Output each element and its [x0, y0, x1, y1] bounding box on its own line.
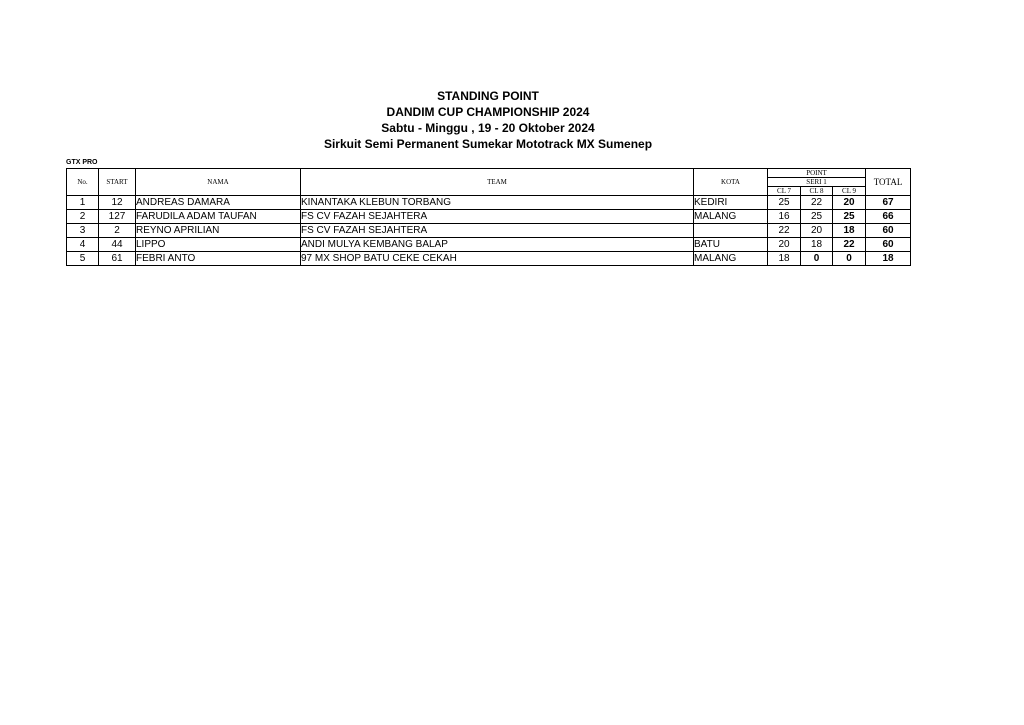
cell-start: 61 [99, 252, 136, 266]
cell-kota [694, 224, 768, 238]
header-kota: KOTA [694, 169, 768, 196]
cell-no: 2 [67, 210, 99, 224]
header-seri: SERI 1 [768, 178, 866, 187]
cell-cl8: 18 [801, 238, 833, 252]
header-total: TOTAL [866, 169, 911, 196]
table-row [67, 252, 911, 266]
cell-start: 44 [99, 238, 136, 252]
table-body [67, 196, 911, 266]
cell-team: FS CV FAZAH SEJAHTERA [301, 210, 694, 224]
cell-kota: KEDIRI [694, 196, 768, 210]
document-title: STANDING POINT [437, 89, 539, 103]
standings-table [66, 168, 911, 266]
document-header [0, 88, 976, 152]
cell-cl9: 25 [833, 210, 866, 224]
cell-cl8: 22 [801, 196, 833, 210]
cell-total: 18 [866, 252, 911, 266]
cell-start: 12 [99, 196, 136, 210]
header-cl9: CL 9 [833, 187, 866, 196]
cell-nama: REYNO APRILIAN [136, 224, 301, 238]
cell-start: 127 [99, 210, 136, 224]
header-nama: NAMA [136, 169, 301, 196]
header-team: TEAM [301, 169, 694, 196]
cell-nama: FARUDILA ADAM TAUFAN [136, 210, 301, 224]
header-start: START [99, 169, 136, 196]
cell-cl7: 20 [768, 238, 801, 252]
cell-total: 60 [866, 238, 911, 252]
event-dates: Sabtu - Minggu , 19 - 20 Oktober 2024 [381, 121, 595, 135]
table-row [67, 224, 911, 238]
header-no: No. [67, 169, 99, 196]
cell-no: 3 [67, 224, 99, 238]
cell-start: 2 [99, 224, 136, 238]
cell-team: ANDI MULYA KEMBANG BALAP [301, 238, 694, 252]
cell-cl9: 22 [833, 238, 866, 252]
header-cl7: CL 7 [768, 187, 801, 196]
table-row [67, 238, 911, 252]
cell-cl7: 22 [768, 224, 801, 238]
cell-kota: MALANG [694, 210, 768, 224]
table-row [67, 196, 911, 210]
cell-team: KINANTAKA KLEBUN TORBANG [301, 196, 694, 210]
cell-total: 60 [866, 224, 911, 238]
class-label: GTX PRO [66, 159, 98, 166]
cell-cl8: 0 [801, 252, 833, 266]
cell-nama: FEBRI ANTO [136, 252, 301, 266]
cell-cl7: 16 [768, 210, 801, 224]
cell-team: 97 MX SHOP BATU CEKE CEKAH [301, 252, 694, 266]
header-point: POINT [768, 169, 866, 178]
cell-team: FS CV FAZAH SEJAHTERA [301, 224, 694, 238]
cell-kota: BATU [694, 238, 768, 252]
cell-cl9: 18 [833, 224, 866, 238]
cell-cl8: 25 [801, 210, 833, 224]
cell-nama: LIPPO [136, 238, 301, 252]
cell-cl7: 25 [768, 196, 801, 210]
cell-cl7: 18 [768, 252, 801, 266]
table-header [67, 169, 911, 196]
cell-total: 67 [866, 196, 911, 210]
cell-no: 5 [67, 252, 99, 266]
event-name: DANDIM CUP CHAMPIONSHIP 2024 [386, 105, 590, 119]
cell-nama: ANDREAS DAMARA [136, 196, 301, 210]
event-venue: Sirkuit Semi Permanent Sumekar Mototrack MX Sumenep [323, 137, 653, 151]
cell-cl9: 20 [833, 196, 866, 210]
cell-no: 4 [67, 238, 99, 252]
cell-no: 1 [67, 196, 99, 210]
cell-kota: MALANG [694, 252, 768, 266]
cell-cl8: 20 [801, 224, 833, 238]
cell-cl9: 0 [833, 252, 866, 266]
header-cl8: CL 8 [801, 187, 833, 196]
cell-total: 66 [866, 210, 911, 224]
table-row [67, 210, 911, 224]
